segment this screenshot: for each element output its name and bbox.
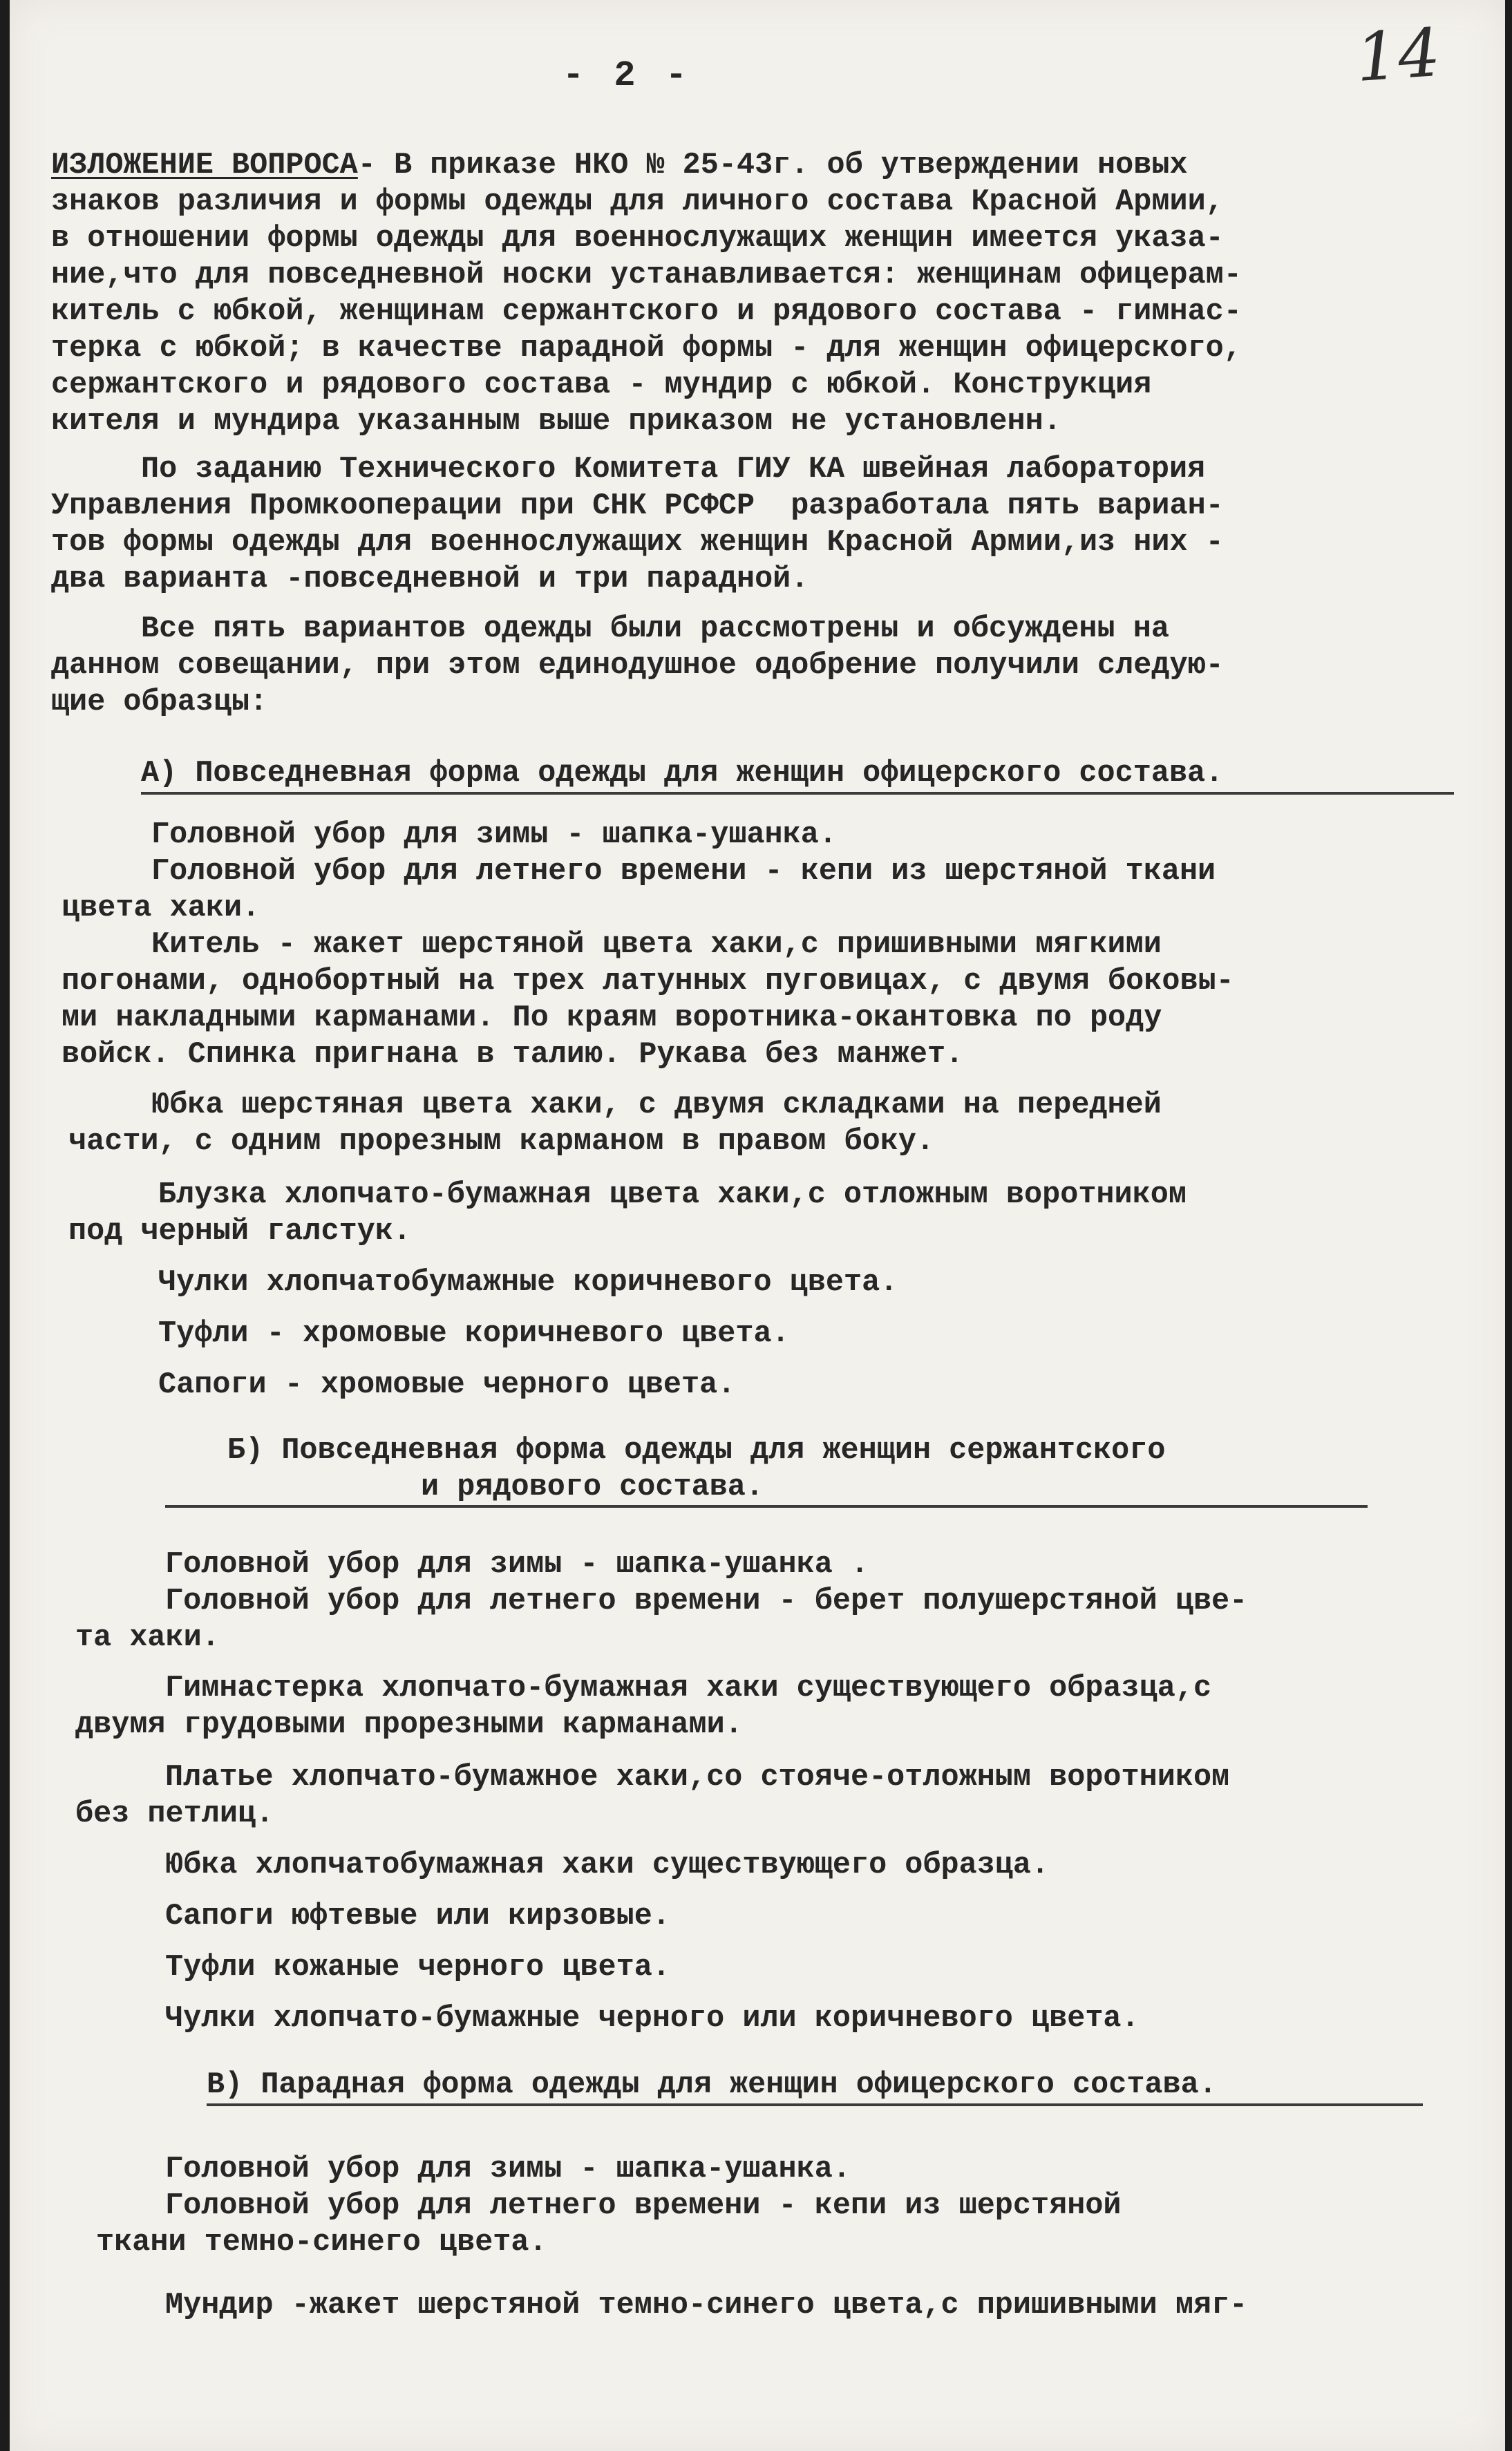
section-a-line-1: Головной убор для зимы - шапка-ушанка. bbox=[151, 818, 837, 852]
intro-line-7: сержантского и рядового состава - мундир с юбкой. Конструкция bbox=[51, 368, 1152, 402]
intro-line-6: терка с юбкой; в качестве парадной формы - для женщин офицерского, bbox=[51, 332, 1242, 366]
section-b-line-9: Сапоги юфтевые или кирзовые. bbox=[165, 1900, 670, 1933]
section-b-heading-line-1: Б) Повседневная форма одежды для женщин сержантского bbox=[227, 1434, 1166, 1468]
section-b-line-8: Юбка хлопчатобумажная хаки существующего образца. bbox=[165, 1848, 1050, 1882]
section-b-line-10: Туфли кожаные черного цвета. bbox=[165, 1951, 670, 1985]
section-c-underline bbox=[207, 2103, 1423, 2106]
section-b-line-3: та хаки. bbox=[75, 1621, 220, 1655]
section-a-line-4: Китель - жакет шерстяной цвета хаки,с пришивными мягкими bbox=[151, 928, 1162, 962]
section-a-line-10: Блузка хлопчато-бумажная цвета хаки,с отложным воротником bbox=[158, 1178, 1187, 1212]
intro-line-1-text: - В приказе НКО № 25-43г. об утверждении новых bbox=[357, 149, 1188, 182]
section-a-line-13: Туфли - хромовые коричневого цвета. bbox=[158, 1317, 790, 1351]
section-b-line-11: Чулки хлопчато-бумажные черного или коричневого цвета. bbox=[165, 2002, 1140, 2036]
para2-line-1: По заданию Технического Комитета ГИУ КА швейная лаборатория bbox=[141, 453, 1206, 486]
section-b-line-6: Платье хлопчато-бумажное хаки,со стояче-отложным воротником bbox=[165, 1761, 1230, 1795]
section-b-line-7: без петлиц. bbox=[75, 1797, 274, 1831]
para3-line-1: Все пять вариантов одежды были рассмотрены и обсуждены на bbox=[141, 612, 1169, 646]
section-c-line-3: ткани темно-синего цвета. bbox=[96, 2226, 547, 2260]
section-b-line-1: Головной убор для зимы - шапка-ушанка . bbox=[165, 1548, 869, 1582]
section-a-heading: А) Повседневная форма одежды для женщин офицерского состава. bbox=[141, 757, 1224, 791]
para2-line-3: тов формы одежды для военнослужащих женщин Красной Армии,из них - bbox=[51, 526, 1224, 560]
section-c-line-2: Головной убор для летнего времени - кепи из шерстяной bbox=[165, 2189, 1122, 2223]
section-b-line-5: двумя грудовыми прорезными карманами. bbox=[75, 1708, 743, 1742]
para3-line-3: щие образцы: bbox=[51, 685, 268, 719]
para2-line-2: Управления Промкооперации при СНК РСФСР разработала пять вариан- bbox=[51, 489, 1224, 523]
section-c-heading: В) Парадная форма одежды для женщин офицерского состава. bbox=[207, 2068, 1217, 2102]
intro-line-4: ние,что для повседневной носки устанавливается: женщинам офицерам- bbox=[51, 258, 1242, 292]
section-a-line-12: Чулки хлопчатобумажные коричневого цвета. bbox=[158, 1266, 898, 1300]
section-a-line-5: погонами, однобортный на трех латунных пуговицах, с двумя боковы- bbox=[62, 965, 1234, 999]
section-b-underline bbox=[165, 1505, 1368, 1508]
intro-line-3: в отношении формы одежды для военнослужащих женщин имеется указа- bbox=[51, 222, 1224, 256]
section-a-line-14: Сапоги - хромовые черного цвета. bbox=[158, 1368, 736, 1402]
section-a-line-8: Юбка шерстяная цвета хаки, с двумя складками на передней bbox=[151, 1088, 1162, 1122]
section-a-line-11: под черный галстук. bbox=[68, 1215, 411, 1249]
intro-label: ИЗЛОЖЕНИЕ ВОПРОСА bbox=[51, 149, 358, 182]
page-number: - 2 - bbox=[563, 55, 692, 96]
intro-line-2: знаков различия и формы одежды для личного состава Красной Армии, bbox=[51, 185, 1224, 219]
section-a-line-7: войск. Спинка пригнана в талию. Рукава без манжет. bbox=[62, 1038, 964, 1072]
intro-line-5: китель с юбкой, женщинам сержантского и рядового состава - гимнас- bbox=[51, 295, 1242, 329]
section-c-line-4: Мундир -жакет шерстяной темно-синего цвета,с пришивными мяг- bbox=[165, 2289, 1248, 2322]
section-a-line-3: цвета хаки. bbox=[62, 891, 261, 925]
section-c-line-1: Головной убор для зимы - шапка-ушанка. bbox=[165, 2152, 851, 2186]
section-b-heading-line-2: и рядового состава. bbox=[421, 1470, 764, 1504]
section-a-underline bbox=[141, 792, 1454, 795]
section-a-line-9: части, с одним прорезным карманом в правом боку. bbox=[68, 1125, 935, 1159]
section-a-line-2: Головной убор для летнего времени - кепи из шерстяной ткани bbox=[151, 855, 1216, 889]
intro-line-8: кителя и мундира указанным выше приказом не установленн. bbox=[51, 405, 1061, 439]
section-a-line-6: ми накладными карманами. По краям воротника-окантовка по роду bbox=[62, 1001, 1162, 1035]
section-b-line-4: Гимнастерка хлопчато-бумажная хаки существующего образца,с bbox=[165, 1672, 1212, 1705]
para3-line-2: данном совещании, при этом единодушное одобрение получили следую- bbox=[51, 649, 1224, 683]
document-page bbox=[10, 0, 1505, 2451]
section-b-line-2: Головной убор для летнего времени - берет полушерстяной цве- bbox=[165, 1584, 1248, 1618]
para2-line-4: два варианта -повседневной и три парадной. bbox=[51, 562, 809, 596]
handwritten-archive-number: 14 bbox=[1353, 13, 1443, 97]
intro-line-1 bbox=[51, 147, 1188, 184]
